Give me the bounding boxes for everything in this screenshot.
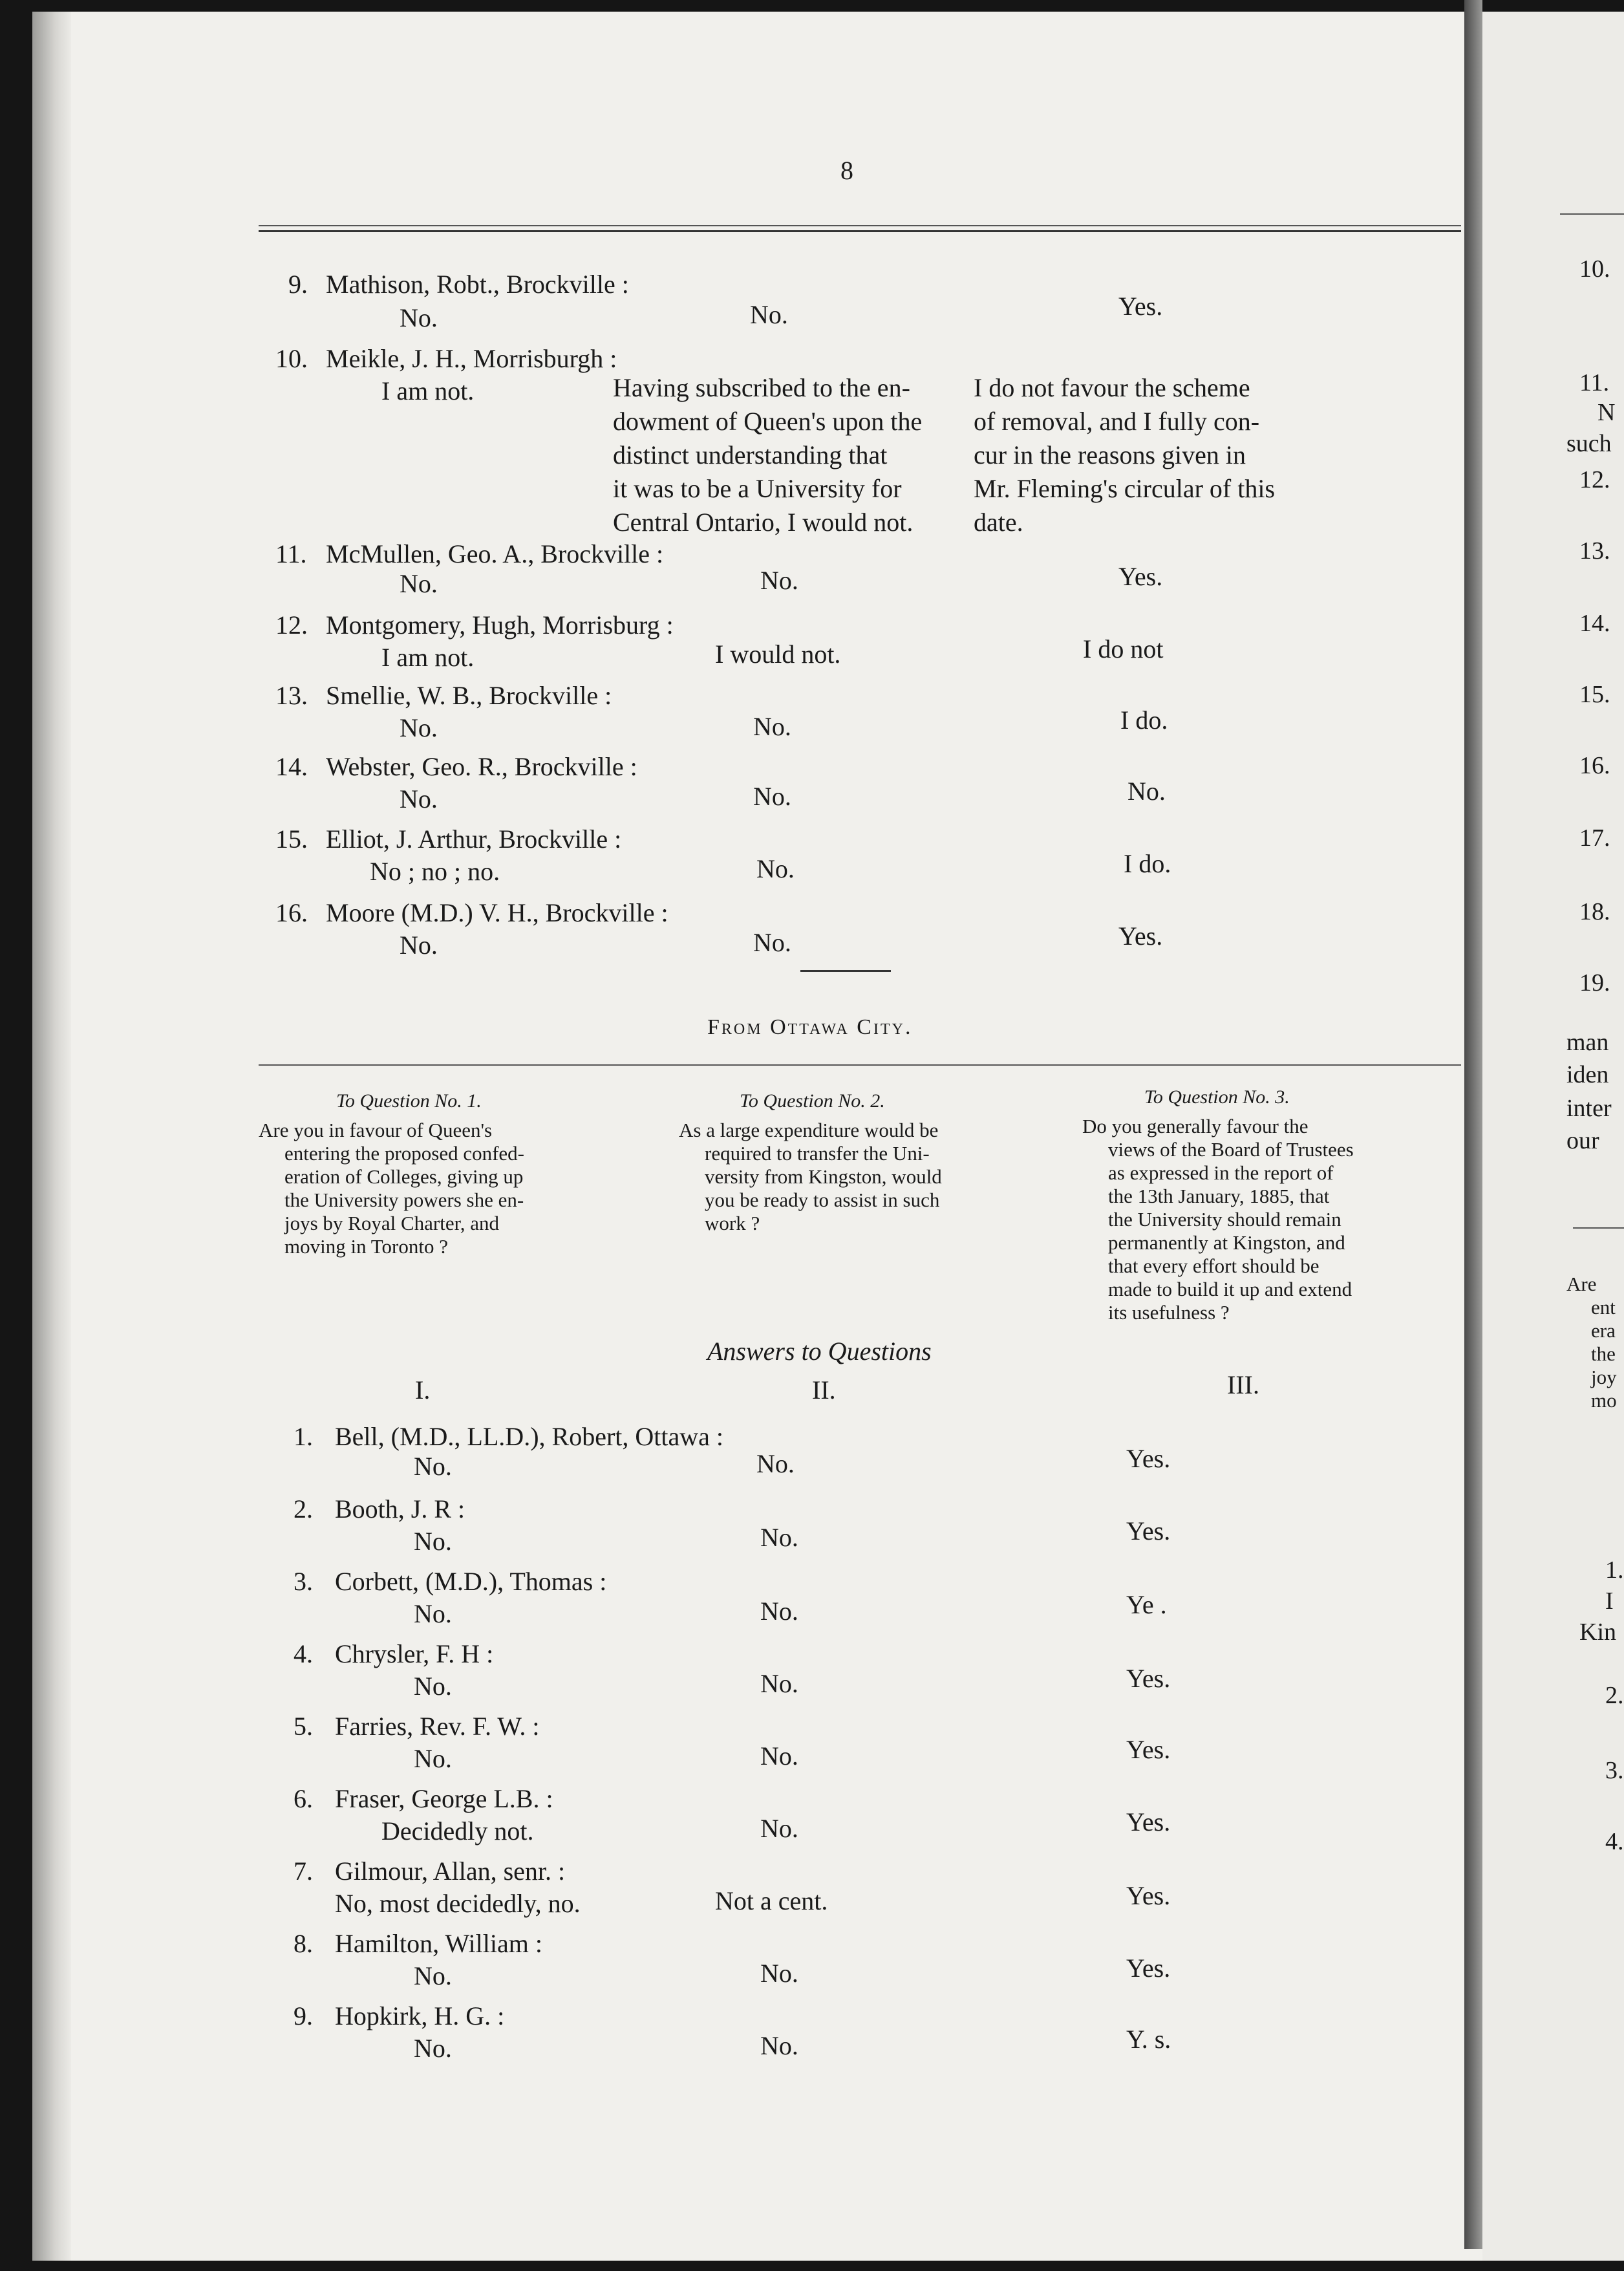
answer-3: Yes. [1118,921,1163,951]
question-line: its usefulness ? [1108,1301,1230,1324]
adjacent-text: 15. [1579,681,1610,708]
answer-3-line: Mr. Fleming's circular of this [974,474,1276,503]
entry-name: Corbett, (M.D.), Thomas : [335,1567,607,1596]
entry-name: Meikle, J. H., Morrisburgh : [326,344,617,373]
answer-2-line: Having subscribed to the en- [613,373,910,402]
answer-2: Not a cent. [715,1886,828,1915]
adjacent-text: N [1597,399,1616,426]
page-fold-shadow [1464,0,1482,2249]
answer-3: No. [1127,777,1166,806]
question-line: joys by Royal Charter, and [284,1212,499,1234]
question-line: permanently at Kingston, and [1108,1231,1345,1254]
entry-name: Smellie, W. B., Brockville : [326,681,612,710]
answer-2: No. [753,928,791,957]
entry-name: Mathison, Robt., Brockville : [326,270,629,299]
adjacent-header-rule [1560,213,1624,215]
answer-3: I do. [1124,849,1171,878]
answer-3: Yes. [1126,1953,1171,1983]
answer-2: No. [756,1449,795,1478]
adjacent-text: man [1566,1029,1609,1056]
entry-number: 2. [294,1494,313,1523]
section-title: From Ottawa City. [707,1015,913,1039]
answer-1: No. [414,1527,452,1556]
adjacent-text: inter [1566,1095,1612,1122]
header-rule-thin [259,225,1461,226]
question-line: required to transfer the Uni- [705,1142,930,1165]
answer-2: No. [760,1669,798,1698]
entry-number: 9. [294,2001,313,2030]
entry-number: 16. [275,898,308,927]
adjacent-text: 19. [1579,969,1610,996]
adjacent-text: our [1566,1127,1599,1154]
answer-2: No. [750,300,788,329]
entry-number: 5. [294,1712,313,1741]
entry-name: Webster, Geo. R., Brockville : [326,752,637,781]
question-2-text [679,1119,1041,1235]
question-line: views of the Board of Trustees [1108,1138,1354,1161]
question-line: eration of Colleges, giving up [284,1165,524,1188]
answers-heading: Answers to Questions [707,1337,932,1366]
page-binding-edge [32,12,71,2261]
answer-2: No. [760,1741,798,1771]
entry-name: Hopkirk, H. G. : [335,2001,505,2030]
entry-name: Gilmour, Allan, senr. : [335,1857,566,1886]
entry-number: 6. [294,1784,313,1813]
entry-name: McMullen, Geo. A., Brockville : [326,539,664,568]
answer-3: Yes. [1126,1807,1171,1836]
answer-2: No. [760,1814,798,1843]
question-1-text [259,1119,621,1258]
adjacent-text: era [1591,1319,1616,1342]
entry-number: 11. [275,539,307,568]
entry-number: 1. [294,1422,313,1451]
adjacent-text: iden [1566,1061,1609,1088]
entry-number: 12. [275,610,308,640]
question-line: Are you in favour of Queen's [259,1119,493,1141]
question-line: that every effort should be [1108,1254,1320,1277]
entry-number: 4. [294,1639,313,1668]
entry-number: 14. [275,752,308,781]
answer-1: I am not. [381,376,475,405]
answer-2-line: dowment of Queen's upon the [613,407,923,436]
answer-3: I do. [1120,705,1168,735]
answer-2: No. [756,854,795,883]
entry-name: Farries, Rev. F. W. : [335,1712,540,1741]
question-3-heading: To Question No. 3. [1144,1086,1290,1108]
entry-name: Chrysler, F. H : [335,1639,494,1668]
answer-1: No. [414,1672,452,1701]
entry-name: Fraser, George L.B. : [335,1784,553,1813]
column-heading-2: II. [812,1375,836,1405]
entry-number: 7. [294,1857,313,1886]
question-3-text [1082,1115,1470,1324]
section-rule [259,1064,1461,1066]
page-number: 8 [840,156,853,185]
adjacent-text: 3. [1605,1757,1624,1784]
entry-name: Hamilton, William : [335,1929,542,1958]
question-line: as expressed in the report of [1108,1161,1334,1184]
answer-3: Yes. [1118,292,1163,321]
question-line: work ? [705,1212,760,1234]
question-line: entering the proposed confed- [284,1142,525,1165]
question-line: versity from Kingston, would [705,1165,942,1188]
adjacent-text: 10. [1579,255,1610,283]
entry-number: 9. [288,270,308,299]
answer-3: Yes. [1126,1664,1171,1693]
answer-2-line: Central Ontario, I would not. [613,508,914,537]
answer-1: No, most decidedly, no. [335,1889,581,1918]
answer-2: No. [753,712,791,741]
answer-3: Yes. [1126,1735,1171,1764]
answer-2: No. [760,2031,798,2060]
adjacent-text: I [1605,1588,1614,1615]
adjacent-rule [1573,1227,1624,1229]
answer-1: No. [400,713,438,742]
column-heading-3: III. [1227,1370,1259,1399]
answer-2: No. [760,1959,798,1988]
answer-2: I would not. [715,640,841,669]
short-divider [800,970,891,972]
answer-1: Decidedly not. [381,1816,534,1846]
answer-1: No. [414,2034,452,2063]
answer-1: I am not. [381,643,475,672]
answer-1: No. [400,784,438,813]
question-line: Do you generally favour the [1082,1115,1309,1137]
answer-3: Y. s. [1126,2025,1171,2054]
answer-2-line: it was to be a University for [613,474,902,503]
question-1-heading: To Question No. 1. [336,1090,482,1112]
answer-3-line: cur in the reasons given in [974,440,1246,469]
answer-3-line: date. [974,508,1023,537]
question-line: the University powers she en- [284,1189,524,1211]
adjacent-text: the [1591,1342,1616,1365]
adjacent-text: 14. [1579,610,1610,637]
answer-1: No. [414,1599,452,1628]
question-2-heading: To Question No. 2. [740,1090,885,1112]
answer-1: No. [400,303,438,332]
answer-2: No. [760,1523,798,1552]
entry-number: 15. [275,824,308,854]
answer-3: Ye . [1126,1590,1167,1619]
answer-1: No. [414,1961,452,1990]
answer-2: No. [753,782,791,811]
answer-3-line: of removal, and I fully con- [974,407,1260,436]
answer-2-line: distinct understanding that [613,440,888,469]
answer-3: Yes. [1126,1516,1171,1545]
adjacent-text: mo [1591,1389,1617,1412]
answer-1: No ; no ; no. [370,857,500,886]
entry-number: 13. [275,681,308,710]
adjacent-text: 12. [1579,466,1610,493]
adjacent-text: Are [1566,1273,1597,1295]
document-page [32,12,1503,2261]
adjacent-text: 16. [1579,752,1610,779]
entry-number: 8. [294,1929,313,1958]
question-line: moving in Toronto ? [284,1235,448,1258]
header-rule [259,230,1461,232]
entry-name: Moore (M.D.) V. H., Brockville : [326,898,668,927]
adjacent-text: 17. [1579,824,1610,852]
answer-1: No. [414,1744,452,1773]
entry-name: Elliot, J. Arthur, Brockville : [326,824,622,854]
entry-name: Montgomery, Hugh, Morrisburg : [326,610,674,640]
entry-number: 10. [275,344,308,373]
adjacent-text: Kin [1579,1619,1616,1646]
column-heading-1: I. [415,1375,431,1405]
adjacent-text: joy [1591,1366,1617,1388]
answer-1: No. [414,1452,452,1481]
answer-2: No. [760,1597,798,1626]
answer-3: Yes. [1126,1881,1171,1910]
answer-3-line: I do not favour the scheme [974,373,1250,402]
adjacent-text: 2. [1605,1682,1624,1709]
question-line: the 13th January, 1885, that [1108,1185,1330,1207]
question-line: the University should remain [1108,1208,1341,1231]
adjacent-text: 1. [1605,1556,1624,1584]
question-line: made to build it up and extend [1108,1278,1352,1300]
question-line: As a large expenditure would be [679,1119,939,1141]
adjacent-text: 11. [1579,369,1610,396]
entry-name: Booth, J. R : [335,1494,465,1523]
answer-1: No. [400,931,438,960]
adjacent-text: 18. [1579,898,1610,925]
adjacent-text: 13. [1579,537,1610,565]
answer-3: Yes. [1126,1444,1171,1473]
adjacent-text: such [1566,430,1612,457]
answer-2-paragraph [613,371,949,539]
question-line: you be ready to assist in such [705,1189,940,1211]
answer-1: No. [400,569,438,598]
adjacent-text: ent [1591,1296,1616,1318]
adjacent-page-fragment [1482,12,1624,2261]
answer-3-paragraph [974,371,1310,539]
answer-3: Yes. [1118,562,1163,591]
answer-3: I do not [1083,634,1164,663]
entry-number: 3. [294,1567,313,1596]
entry-name: Bell, (M.D., LL.D.), Robert, Ottawa : [335,1422,723,1451]
answer-2: No. [760,566,798,595]
adjacent-text: 4. [1605,1828,1624,1855]
